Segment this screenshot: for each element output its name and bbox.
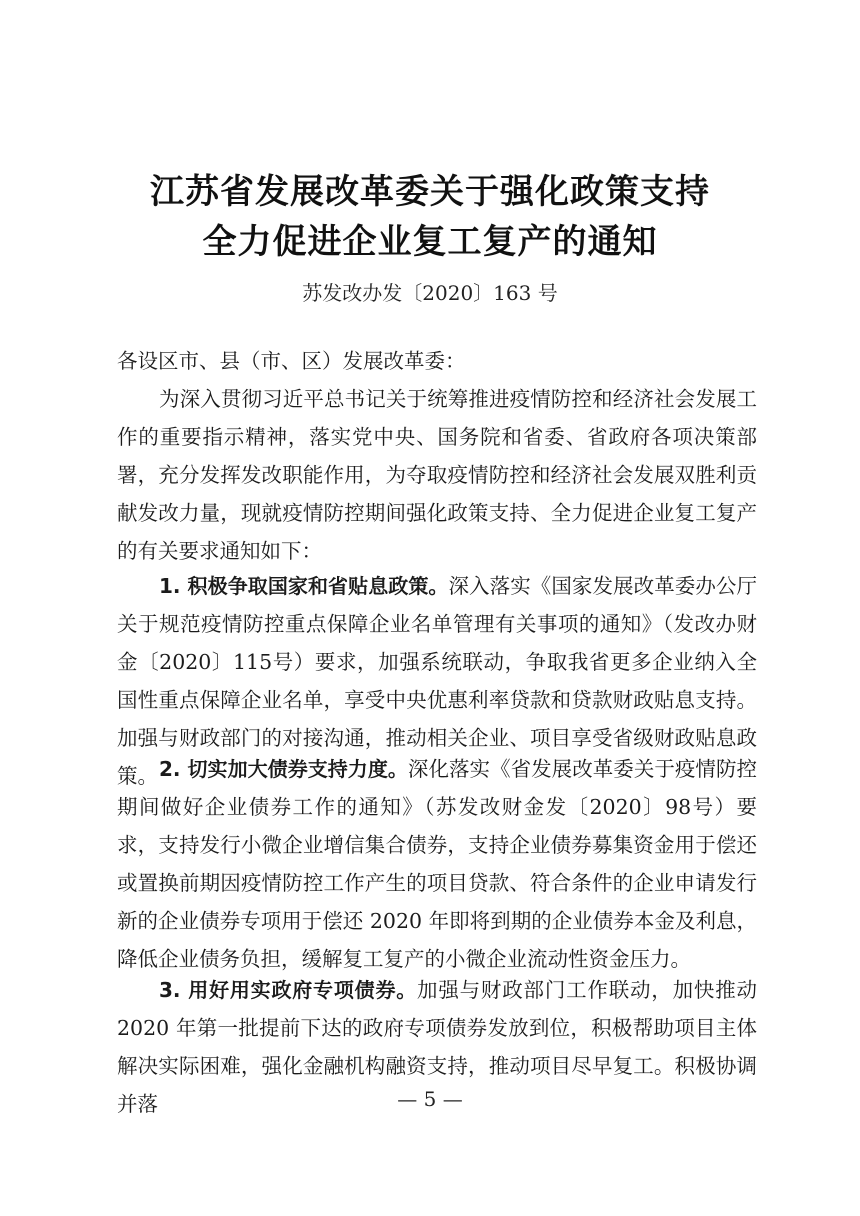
salutation: 各设区市、县（市、区）发展改革委：	[117, 349, 466, 373]
intro-paragraph: 为深入贯彻习近平总书记关于统筹推进疫情防控和经济社会发展工作的重要指示精神，落实党中央、国务院和省委、省政府各项决策部署，充分发挥发改职能作用，为夺取疫情防控和经济社会发展双胜利贡献发改力量，现就疫情防控期间强化政策支持、全力促进企业复工复产的有关要求通知如下：	[117, 387, 757, 563]
document-title-line-2: 全力促进企业复工复产的通知	[202, 222, 658, 262]
section-2-paragraph	[117, 750, 757, 978]
section-3-heading: 3. 用好用实政府专项债券。	[159, 978, 418, 1002]
section-1-body: 深入落实《国家发展改革委办公厅关于规范疫情防控重点保障企业名单管理有关事项的通知》（发改办财金〔2020〕115号）要求，加强系统联动，争取我省更多企业纳入全国性重点保障企业名单，享受中央优惠利率贷款和贷款财政贴息支持。加强与财政部门的对接沟通，推动相关企业、项目享受省级财政贴息政策。	[117, 574, 757, 788]
section-2-body: 深化落实《省发展改革委关于疫情防控期间做好企业债券工作的通知》（苏发改财金发〔2020〕98号）要求，支持发行小微企业增信集合债券，支持企业债券募集资金用于偿还或置换前期因疫情防控工作产生的项目贷款、符合条件的企业申请发行新的企业债券专项用于偿还 2020 年即将到期的企业债券本金及利息，降低企业债务负担，缓解复工复产的小微企业流动性资金压力。	[117, 757, 758, 971]
section-1-heading: 1. 积极争取国家和省贴息政策。	[159, 574, 449, 598]
document-title-line-1: 江苏省发展改革委关于强化政策支持	[150, 172, 710, 212]
document-number: 苏发改办发〔2020〕163 号	[302, 281, 558, 305]
section-3-body: 加强与财政部门工作联动，加快推动 2020 年第一批提前下达的政府专项债券发放到位，积极帮助项目主体解决实际困难，强化金融机构融资支持，推动项目尽早复工。积极协调并落	[117, 978, 757, 1116]
page-number: — 5 —	[397, 1087, 463, 1111]
section-2-heading: 2. 切实加大债券支持力度。	[159, 757, 408, 781]
